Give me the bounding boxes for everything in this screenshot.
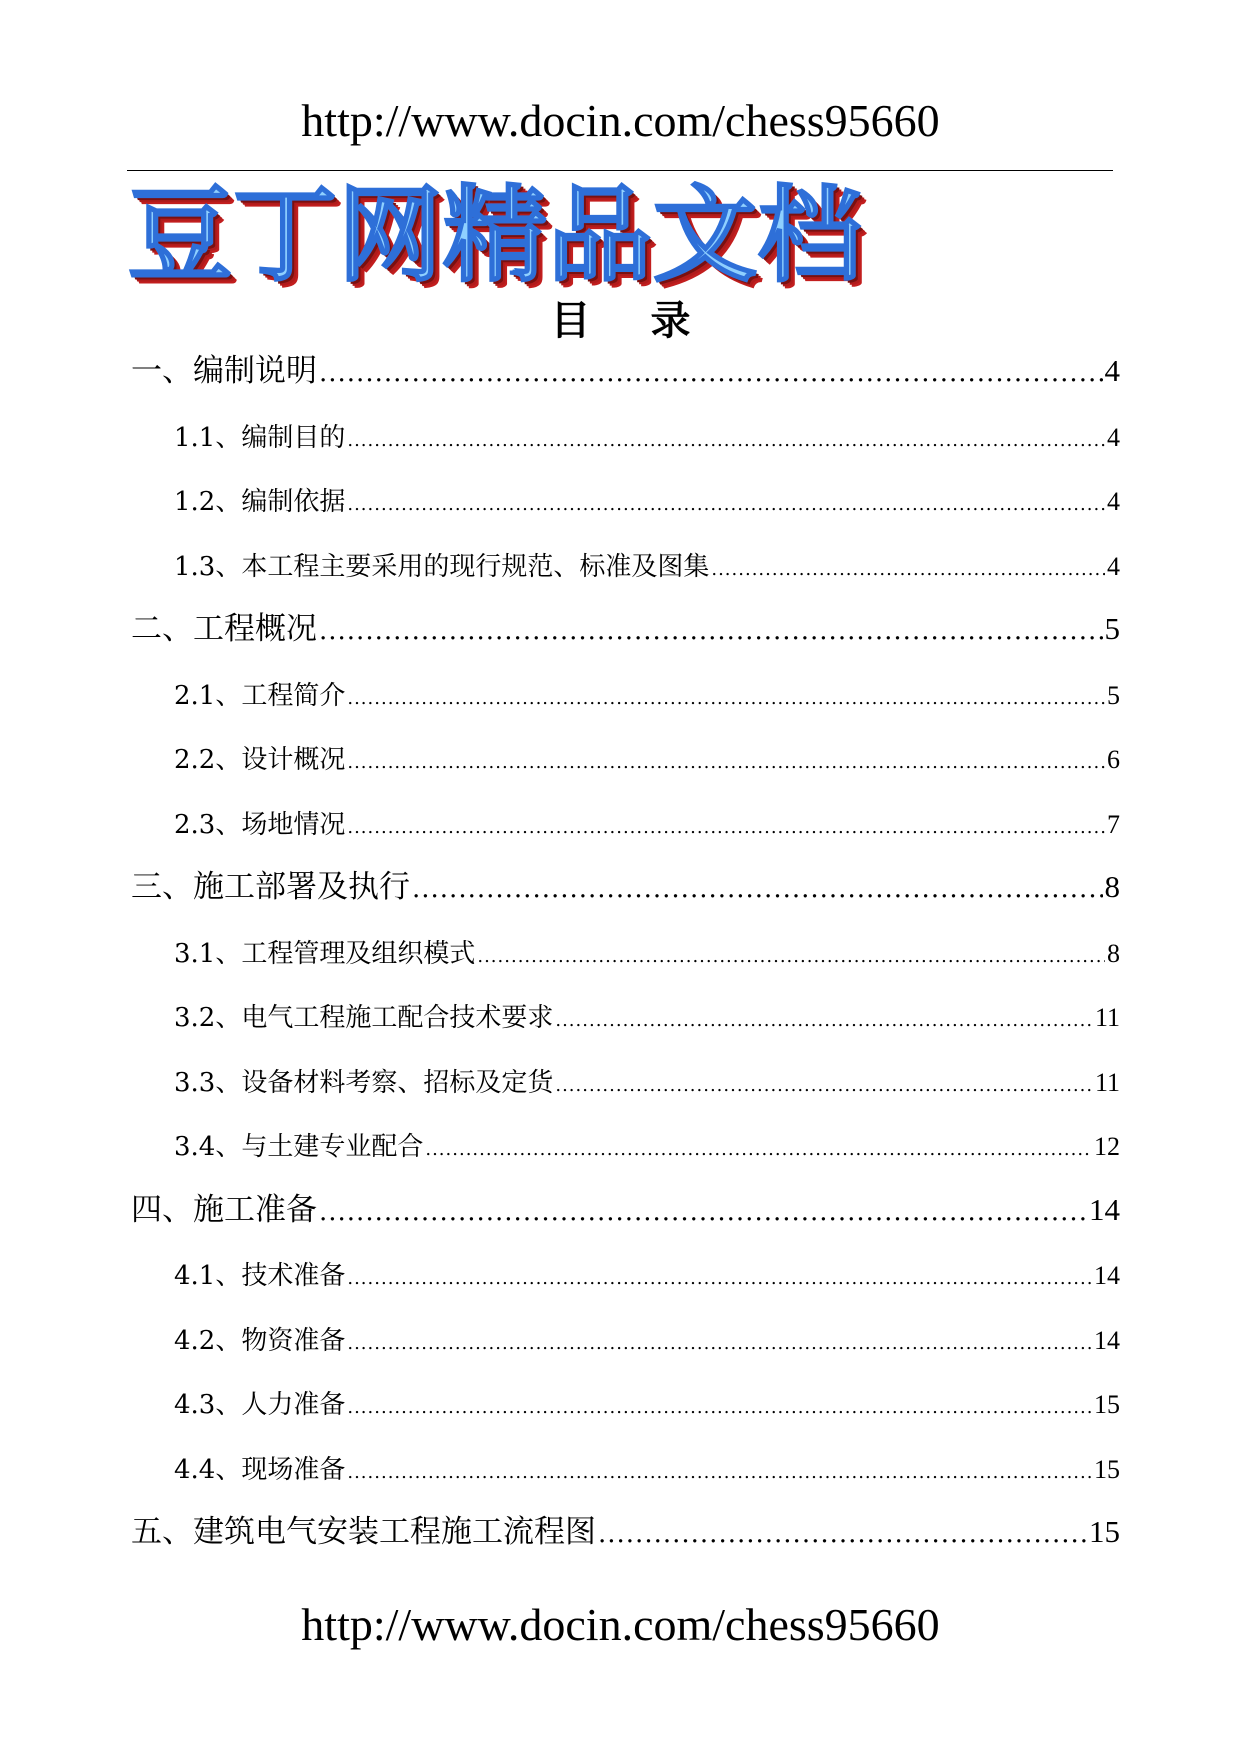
toc-entry-label: 4.2、物资准备 bbox=[174, 1325, 346, 1356]
toc-leader-dots bbox=[711, 552, 1105, 588]
toc-page-number: 15 bbox=[1094, 1454, 1120, 1484]
toc-page-number: 14 bbox=[1089, 1191, 1120, 1227]
toc-subsection[interactable] bbox=[174, 1000, 1120, 1039]
toc-page-number: 11 bbox=[1094, 1067, 1120, 1097]
toc-entry-label: 2.1、工程简介 bbox=[174, 680, 346, 711]
toc-page-number: 5 bbox=[1104, 611, 1120, 646]
toc-page-number: 4 bbox=[1107, 422, 1120, 452]
toc-subsection[interactable] bbox=[174, 1323, 1120, 1362]
header-divider bbox=[127, 170, 1113, 171]
toc-subsection[interactable] bbox=[174, 1129, 1120, 1168]
toc-leader-dots bbox=[347, 1455, 1092, 1491]
toc-subsection[interactable] bbox=[174, 1065, 1120, 1104]
toc-subsection[interactable] bbox=[174, 1258, 1120, 1297]
toc-section[interactable] bbox=[131, 1512, 1120, 1554]
toc-section[interactable] bbox=[131, 867, 1120, 909]
toc-section[interactable] bbox=[131, 609, 1120, 651]
toc-page-number: 12 bbox=[1094, 1132, 1120, 1161]
toc-leader-dots bbox=[347, 681, 1105, 717]
toc-section[interactable] bbox=[131, 1190, 1120, 1232]
toc-page-number: 4 bbox=[1107, 551, 1120, 581]
toc-entry-label: 1.1、编制目的 bbox=[174, 422, 346, 453]
toc-leader-dots bbox=[477, 939, 1105, 975]
toc-leader-dots bbox=[319, 1192, 1087, 1232]
toc-entry-label: 一、编制说明 bbox=[131, 353, 317, 389]
toc-leader-dots bbox=[347, 810, 1105, 846]
toc-page-number: 8 bbox=[1104, 869, 1120, 904]
toc-leader-dots bbox=[319, 611, 1103, 651]
toc-entry-label: 4.1、技术准备 bbox=[174, 1261, 346, 1291]
toc-entry-label: 三、施工部署及执行 bbox=[131, 869, 410, 905]
toc-subsection[interactable] bbox=[174, 678, 1120, 717]
toc-leader-dots bbox=[347, 1261, 1092, 1297]
toc-leader-dots bbox=[555, 1003, 1093, 1039]
toc-entry-label: 1.2、编制依据 bbox=[174, 487, 346, 517]
toc-entry-label: 2.2、设计概况 bbox=[174, 745, 346, 775]
toc-title: 目录 bbox=[550, 298, 751, 344]
toc-leader-dots bbox=[347, 1390, 1092, 1426]
header-url[interactable]: http://www.docin.com/chess95660 bbox=[301, 95, 940, 146]
toc-subsection[interactable] bbox=[174, 742, 1120, 781]
toc-page-number: 15 bbox=[1089, 1514, 1120, 1549]
toc-entry-label: 3.4、与土建专业配合 bbox=[174, 1132, 424, 1162]
toc-subsection[interactable] bbox=[174, 549, 1120, 588]
toc-subsection[interactable] bbox=[174, 936, 1120, 975]
toc-subsection[interactable] bbox=[174, 1452, 1120, 1491]
banner-text: 豆丁网精品文档 bbox=[128, 174, 864, 296]
toc-page-number: 11 bbox=[1094, 1003, 1120, 1032]
toc-entry-label: 1.3、本工程主要采用的现行规范、标准及图集 bbox=[174, 551, 710, 582]
toc-entry-label: 4.3、人力准备 bbox=[174, 1390, 346, 1420]
toc-entry-label: 3.1、工程管理及组织模式 bbox=[174, 938, 476, 969]
watermark-banner bbox=[128, 176, 1008, 296]
toc-subsection[interactable] bbox=[174, 484, 1120, 523]
toc-section[interactable] bbox=[131, 351, 1120, 393]
toc-entry-label: 五、建筑电气安装工程施工流程图 bbox=[131, 1514, 596, 1550]
toc-leader-dots bbox=[425, 1132, 1092, 1168]
toc-entry-label: 3.2、电气工程施工配合技术要求 bbox=[174, 1003, 554, 1033]
toc-entry-label: 4.4、现场准备 bbox=[174, 1454, 346, 1485]
toc-leader-dots bbox=[347, 745, 1105, 781]
toc-page-number: 5 bbox=[1107, 680, 1120, 710]
toc-leader-dots bbox=[598, 1514, 1087, 1554]
toc-leader-dots bbox=[347, 487, 1105, 523]
toc-leader-dots bbox=[347, 1326, 1092, 1362]
toc-subsection[interactable] bbox=[174, 807, 1120, 846]
toc-entry-label: 二、工程概况 bbox=[131, 611, 317, 647]
toc-page-number: 14 bbox=[1094, 1325, 1120, 1355]
toc-leader-dots bbox=[319, 353, 1103, 393]
toc-page-number: 4 bbox=[1107, 487, 1120, 516]
toc-entry-label: 四、施工准备 bbox=[131, 1191, 317, 1228]
toc-page-number: 7 bbox=[1107, 809, 1120, 839]
toc-entry-label: 3.3、设备材料考察、招标及定货 bbox=[174, 1067, 554, 1098]
footer-url[interactable]: http://www.docin.com/chess95660 bbox=[301, 1599, 940, 1650]
toc-page-number: 15 bbox=[1094, 1390, 1120, 1419]
toc-page-number: 8 bbox=[1107, 938, 1120, 968]
toc-page-number: 6 bbox=[1107, 745, 1120, 774]
toc-page-number: 4 bbox=[1104, 353, 1120, 388]
toc-leader-dots bbox=[347, 423, 1105, 459]
toc-leader-dots bbox=[555, 1068, 1093, 1104]
toc-page-number: 14 bbox=[1094, 1261, 1120, 1290]
toc-entry-label: 2.3、场地情况 bbox=[174, 809, 346, 840]
toc-subsection[interactable] bbox=[174, 420, 1120, 459]
toc-leader-dots bbox=[412, 869, 1103, 909]
toc-subsection[interactable] bbox=[174, 1387, 1120, 1426]
